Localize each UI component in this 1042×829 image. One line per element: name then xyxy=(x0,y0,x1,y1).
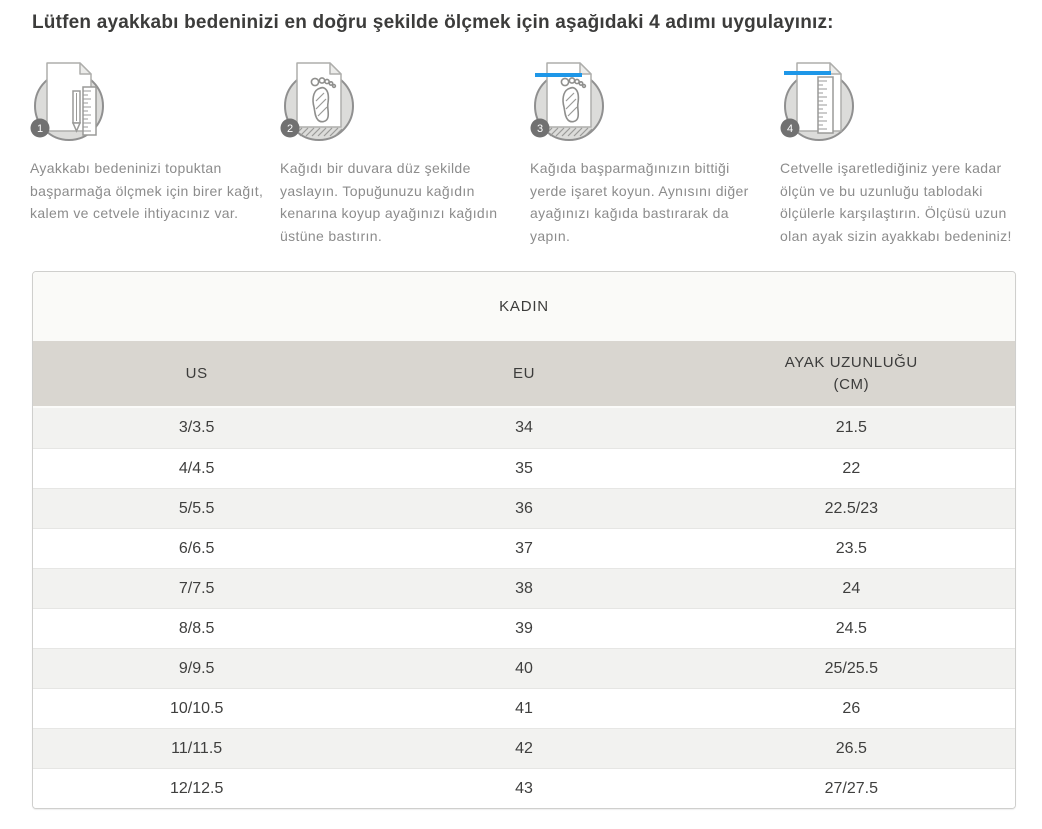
paper-footprint-mark-icon xyxy=(530,61,770,145)
table-row xyxy=(33,568,1015,608)
table-caption-row xyxy=(33,272,1015,341)
table-cell: 40 xyxy=(360,648,687,688)
step-number-badge: 2 xyxy=(286,123,294,135)
paper-ruler-mark-icon xyxy=(780,61,1022,145)
table-cell: 36 xyxy=(360,488,687,528)
table-cell: 21.5 xyxy=(688,408,1015,448)
table-row xyxy=(33,688,1015,728)
step-description: Cetvelle işaretlediğiniz yere kadar ölçün ve bu uzunluğu tablodaki ölçülerle karşılaştırın. Ölçüsü uzun olan ayak sizin ayakkabı bedeniniz! xyxy=(780,160,1012,244)
table-cell: 26 xyxy=(688,688,1015,728)
column-header-eu: EU xyxy=(360,341,687,408)
table-row xyxy=(33,648,1015,688)
column-header-foot-length: AYAK UZUNLUĞU (CM) xyxy=(688,341,1015,408)
table-row xyxy=(33,488,1015,528)
size-table xyxy=(33,272,1015,808)
step-2 xyxy=(280,61,530,247)
paper-pencil-ruler-icon xyxy=(30,61,270,145)
table-row xyxy=(33,408,1015,448)
table-cell: 8/8.5 xyxy=(33,608,360,648)
table-cell: 22 xyxy=(688,448,1015,488)
table-cell: 5/5.5 xyxy=(33,488,360,528)
paper-footprint-icon xyxy=(280,61,520,145)
step-4 xyxy=(780,61,1032,247)
size-table-container xyxy=(32,271,1016,809)
table-cell: 9/9.5 xyxy=(33,648,360,688)
table-cell: 43 xyxy=(360,768,687,808)
table-cell: 42 xyxy=(360,728,687,768)
table-cell: 11/11.5 xyxy=(33,728,360,768)
table-cell: 4/4.5 xyxy=(33,448,360,488)
table-cell: 23.5 xyxy=(688,528,1015,568)
page-title: Lütfen ayakkabı bedeninizi en doğru şekilde ölçmek için aşağıdaki 4 adımı uygulayınız: xyxy=(32,12,834,33)
table-cell: 35 xyxy=(360,448,687,488)
table-body xyxy=(33,408,1015,808)
table-header-row xyxy=(33,341,1015,408)
table-cell: 39 xyxy=(360,608,687,648)
table-row xyxy=(33,728,1015,768)
table-cell: 10/10.5 xyxy=(33,688,360,728)
table-cell: 3/3.5 xyxy=(33,408,360,448)
table-cell: 25/25.5 xyxy=(688,648,1015,688)
step-description: Kağıda başparmağınızın bittiği yerde işaret koyun. Aynısını diğer ayağınızı kağıda bastırarak da yapın. xyxy=(530,160,749,244)
table-cell: 12/12.5 xyxy=(33,768,360,808)
table-row xyxy=(33,528,1015,568)
table-cell: 34 xyxy=(360,408,687,448)
table-cell: 7/7.5 xyxy=(33,568,360,608)
step-description: Ayakkabı bedeninizi topuktan başparmağa ölçmek için birer kağıt, kalem ve cetvele ihtiyacınız var. xyxy=(30,160,264,221)
step-3 xyxy=(530,61,780,247)
steps-row xyxy=(30,61,1015,247)
table-cell: 41 xyxy=(360,688,687,728)
step-number-badge: 4 xyxy=(786,123,794,135)
table-cell: 24 xyxy=(688,568,1015,608)
table-row xyxy=(33,768,1015,808)
step-number-badge: 3 xyxy=(536,123,544,135)
step-number-badge: 1 xyxy=(36,123,44,135)
table-cell: 37 xyxy=(360,528,687,568)
table-row xyxy=(33,608,1015,648)
table-cell: 22.5/23 xyxy=(688,488,1015,528)
table-cell: 27/27.5 xyxy=(688,768,1015,808)
step-1 xyxy=(30,61,280,247)
table-cell: 38 xyxy=(360,568,687,608)
column-header-us: US xyxy=(33,341,360,408)
step-description: Kağıdı bir duvara düz şekilde yaslayın. Topuğunuzu kağıdın kenarına koyup ayağınızı kağıdın üstüne bastırın. xyxy=(280,160,498,244)
table-row xyxy=(33,448,1015,488)
table-cell: 6/6.5 xyxy=(33,528,360,568)
table-cell: 24.5 xyxy=(688,608,1015,648)
table-cell: 26.5 xyxy=(688,728,1015,768)
table-caption: KADIN xyxy=(33,272,1015,341)
